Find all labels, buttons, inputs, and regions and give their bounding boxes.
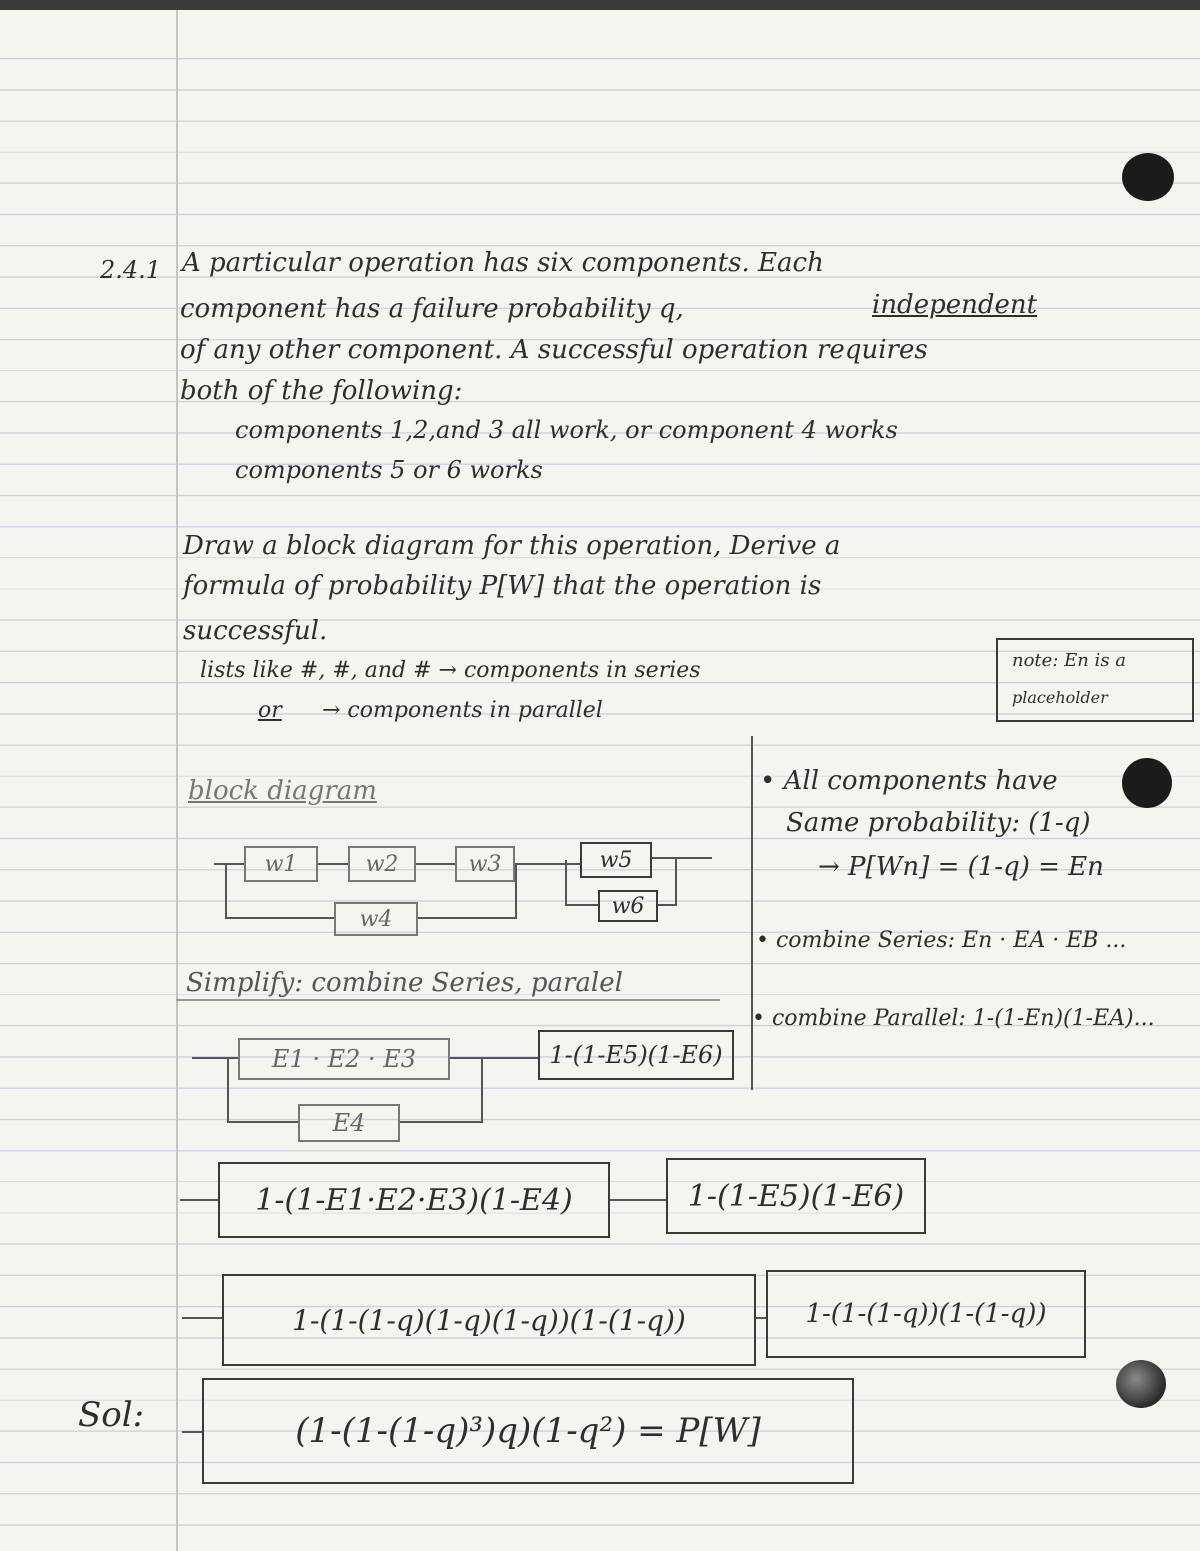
step1-e4-label: E4 [332, 1109, 366, 1137]
step3-right-label: 1-(1-(1-q))(1-(1-q)) [805, 1299, 1047, 1329]
problem-line-1: A particular operation has six components. Each [182, 248, 824, 278]
solution-formula: (1-(1-(1-q)³)q)(1-q²) = P[W] [295, 1411, 761, 1451]
problem-line-2: component has a failure probability q, [180, 294, 684, 324]
problem-line-3: of any other component. A successful operation requires [180, 335, 928, 365]
bullet-1: components 1,2,and 3 all work, or component 4 works [235, 416, 898, 444]
block-w6-label: w6 [611, 893, 645, 919]
block-w5-label: w5 [599, 847, 633, 873]
solution-label: Sol: [78, 1395, 145, 1435]
side-note-series: • combine Series: En · EA · EB ... [756, 928, 1127, 953]
simplify-heading: Simplify: combine Series, paralel [186, 968, 623, 998]
note-parallel: → components in parallel [322, 698, 603, 723]
side-note-parallel: • combine Parallel: 1-(1-En)(1-EA)... [752, 1006, 1155, 1031]
task-line-3: successful. [183, 616, 328, 646]
block-w2-label: w2 [365, 851, 399, 877]
side-note-2: Same probability: (1-q) [786, 808, 1091, 838]
block-w1-label: w1 [264, 851, 298, 877]
task-line-2: formula of probability P[W] that the operation is [183, 571, 822, 601]
placeholder-note-line-1: note: En is a [1012, 650, 1127, 671]
note-series: lists like #, #, and # → components in series [200, 658, 701, 683]
step1-series-label: E1 · E2 · E3 [271, 1045, 417, 1073]
step2-right-label: 1-(1-E5)(1-E6) [687, 1178, 905, 1214]
side-note-1: • All components have [760, 766, 1058, 796]
step1-parallel-label: 1-(1-E5)(1-E6) [549, 1041, 723, 1069]
block-w3-label: w3 [468, 851, 502, 877]
block-diagram-heading: block diagram [188, 776, 377, 806]
side-note-3: → P[Wn] = (1-q) = En [818, 852, 1104, 882]
problem-number: 2.4.1 [100, 256, 162, 284]
step3-left-label: 1-(1-(1-q)(1-q)(1-q))(1-(1-q)) [292, 1303, 686, 1337]
placeholder-note-line-2: placeholder [1012, 688, 1108, 707]
step2-left-label: 1-(1-E1·E2·E3)(1-E4) [255, 1182, 573, 1218]
note-or: or [258, 698, 282, 723]
problem-independent: independent [872, 290, 1038, 320]
task-line-1: Draw a block diagram for this operation, Derive a [183, 531, 841, 561]
problem-line-4: both of the following: [180, 376, 463, 406]
bullet-2: components 5 or 6 works [235, 456, 543, 484]
block-w4-label: w4 [359, 906, 393, 932]
